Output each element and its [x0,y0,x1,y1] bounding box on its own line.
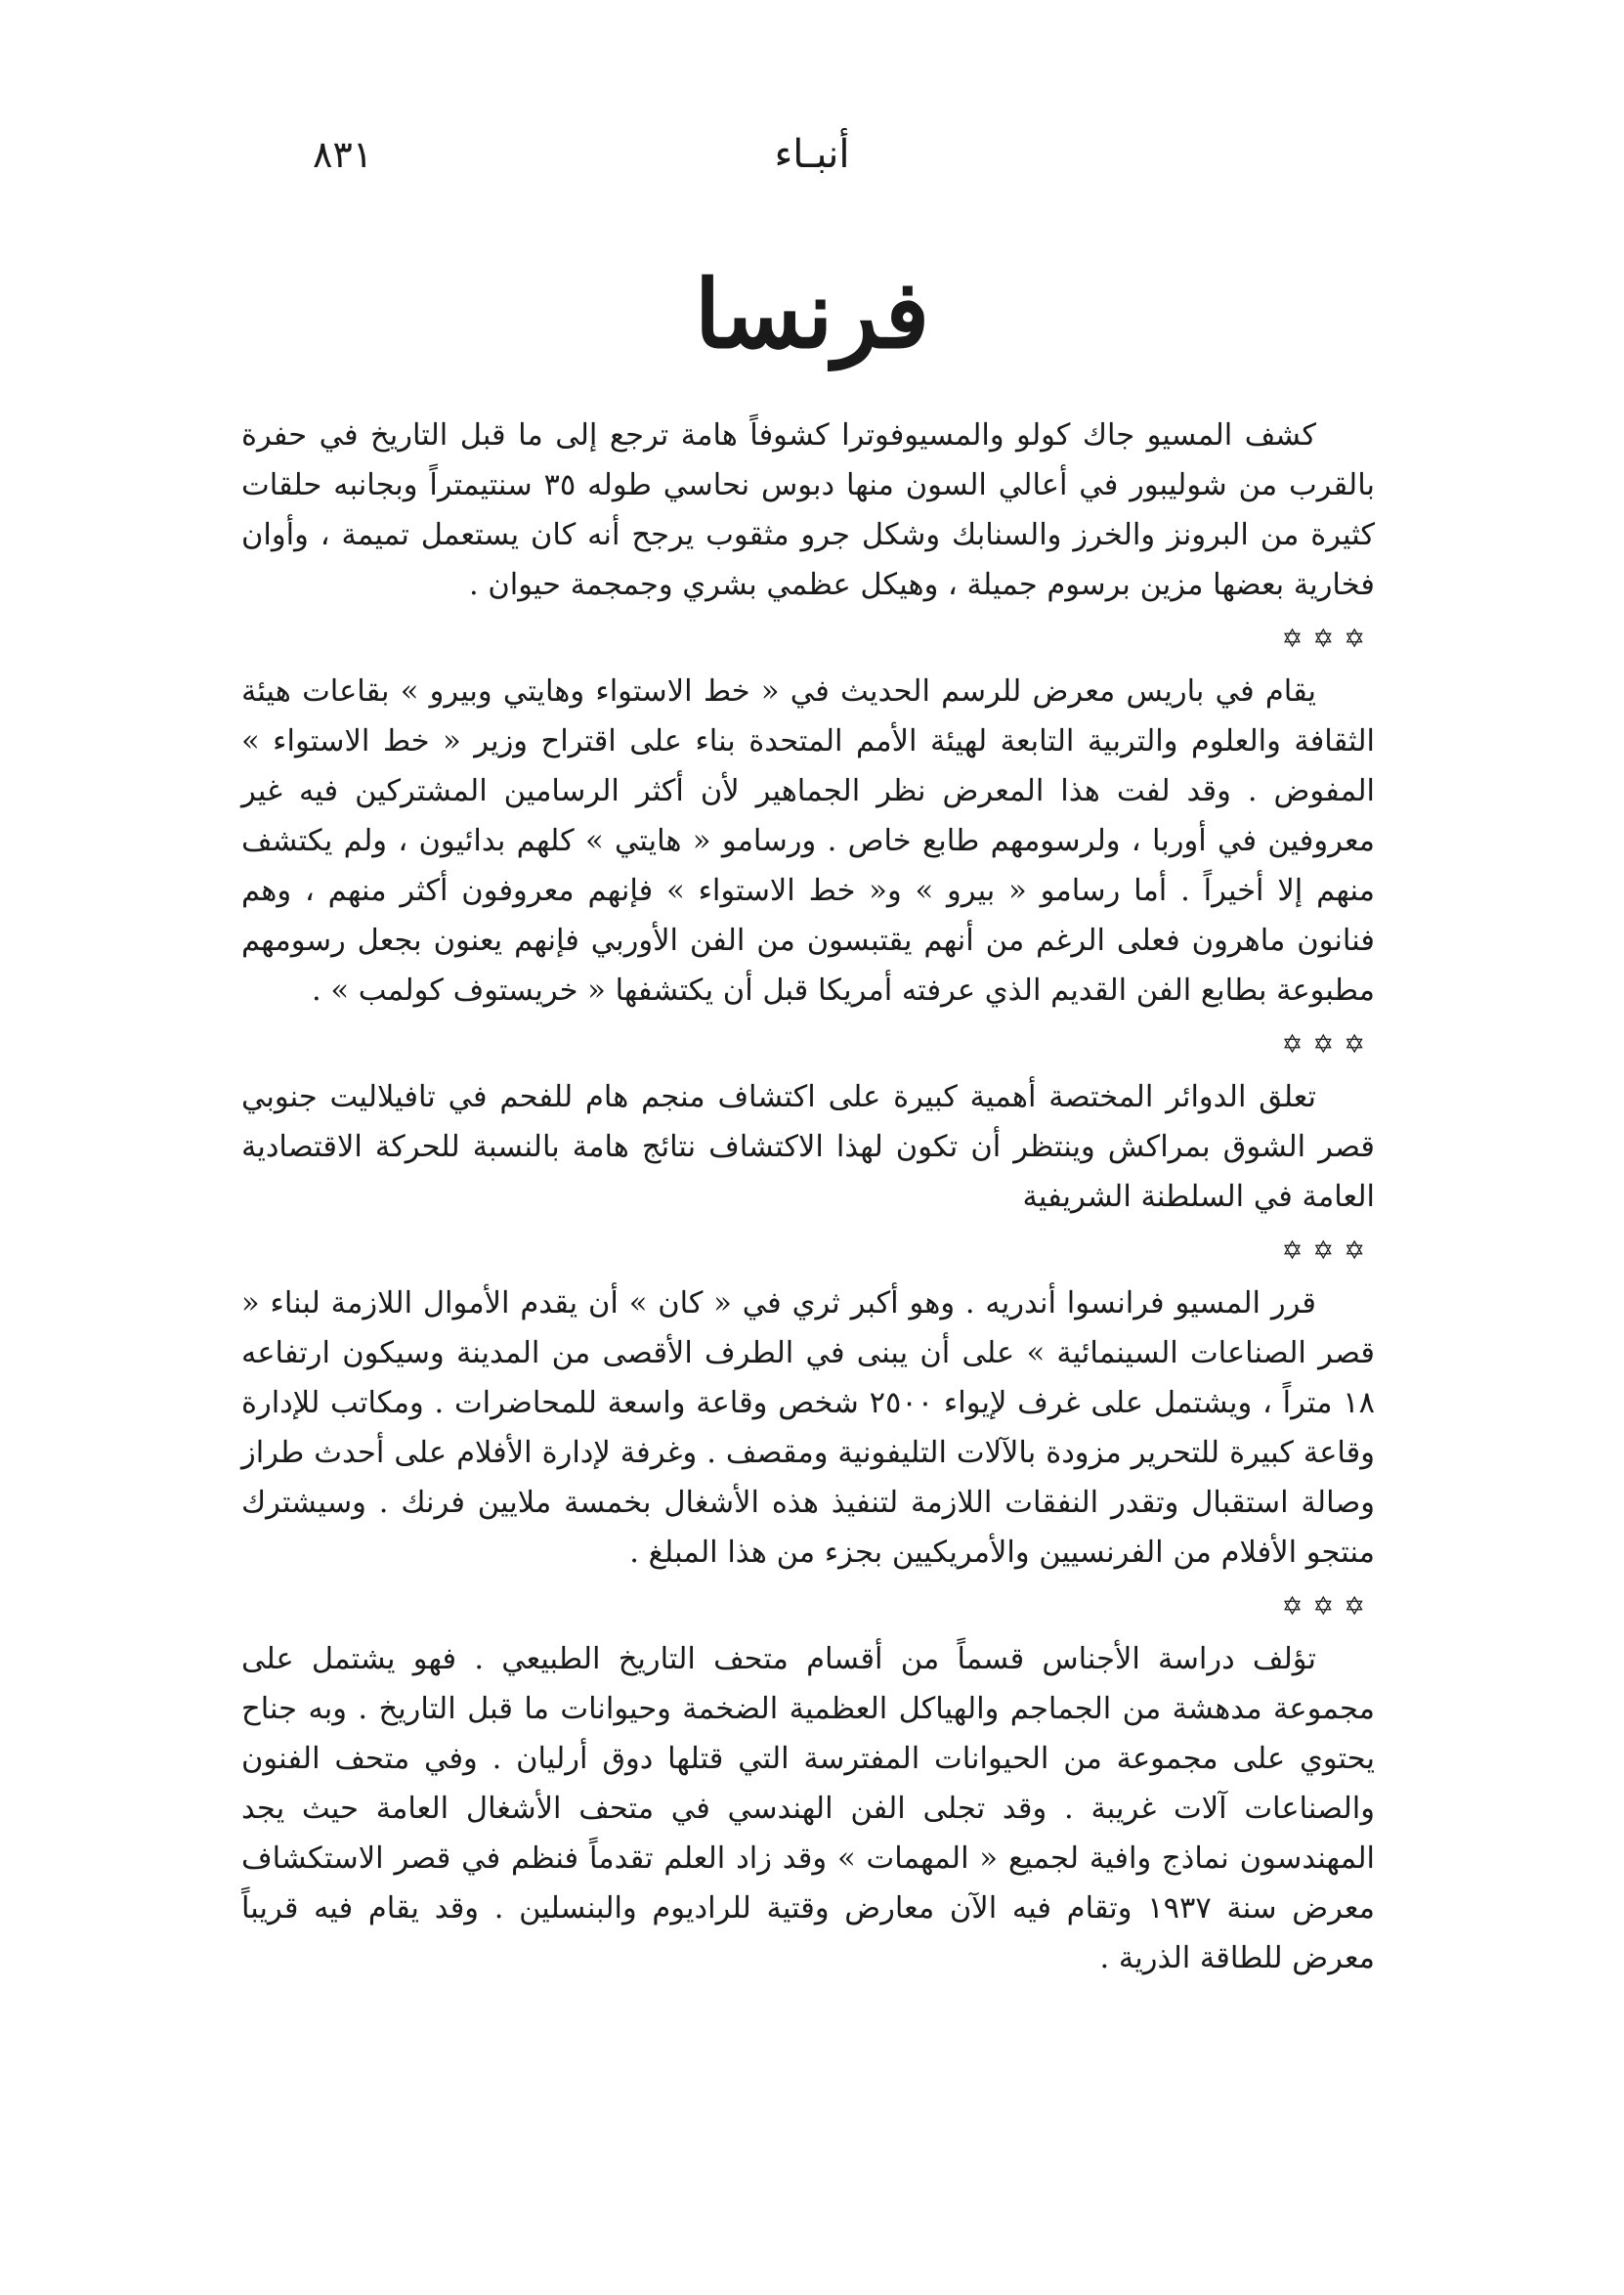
section-separator: ✡✡✡ [1281,1030,1375,1060]
paragraph-excavation: كشف المسيو جاك كولو والمسيوفوترا كشوفاً هامة ترجع إلى ما قبل التاريخ في حفرة بالقرب من شوليبور في أعالي السون منها دبوس نحاسي طوله ٣٥ سنتيمتراً وبجانبه حلقات كثيرة من البرونز والخرز والسنابك وشكل جرو مثقوب يرجح أنه كان يستعمل تميمة ، وأوان فخارية بعضها مزين برسوم جميلة ، وهيكل عظمي بشري وجمجمة حيوان . [241,418,1375,602]
section-separator: ✡✡✡ [1281,625,1375,654]
page-number: ٨٣١ [313,133,373,176]
running-header [264,125,1360,184]
section-separator: ✡✡✡ [1281,1592,1375,1622]
section-title: فرنسا [694,259,930,369]
paragraph-natural-history: تؤلف دراسة الأجناس قسماً من أقسام متحف التاريخ الطبيعي . فهو يشتمل على مجموعة مدهشة من الجماجم والهياكل العظمية الضخمة وحيوانات ما قبل التاريخ . وبه جناح يحتوي على مجموعة من الحيوانات المفترسة التي قتلها دوق أرليان . وفي متحف الفنون والصناعات آلات غريبة . وقد تجلى الفن الهندسي في متحف الأشغال العامة حيث يجد المهندسون نماذج وافية لجميع « المهمات » وقد زاد العلم تقدماً فنظم في قصر الاستكشاف معرض سنة ١٩٣٧ وتقام فيه الآن معارض وقتية للراديوم والبنسلين . وقد يقام فيه قريباً معرض للطاقة الذرية . [241,1642,1375,1975]
article-body [241,411,1375,1983]
section-separator: ✡✡✡ [1281,1236,1375,1266]
paragraph-coal-mine: تعلق الدوائر المختصة أهمية كبيرة على اكتشاف منجم هام للفحم في تافيلاليت جنوبي قصر الشوق بمراكش وينتظر أن تكون لهذا الاكتشاف نتائج هامة بالنسبة للحركة الاقتصادية العامة في السلطنة الشريفية [241,1080,1375,1214]
paragraph-paris-exhibition: يقام في باريس معرض للرسم الحديث في « خط الاستواء وهايتي وبيرو » بقاعات هيئة الثقافة والعلوم والتربية التابعة لهيئة الأمم المتحدة بناء على اقتراح وزير « خط الاستواء » المفوض . وقد لفت هذا المعرض نظر الجماهير لأن أكثر الرسامين المشتركين فيه غير معروفين في أوربا ، ولرسومهم طابع خاص . ورسامو « هايتي » كلهم بدائيون ، ولم يكتشف منهم إلا أخيراً . أما رسامو « بيرو » و« خط الاستواء » فإنهم معروفون أكثر منهم ، وهم فنانون ماهرون فعلى الرغم من أنهم يقتبسون من الفن الأوربي فإنهم يعنون بجعل رسومهم مطبوعة بطابع الفن القديم الذي عرفته أمريكا قبل أن يكتشفها « خريستوف كولمب » . [241,674,1375,1008]
paragraph-cinema-palace: قرر المسيو فرانسوا أندريه . وهو أكبر ثري في « كان » أن يقدم الأموال اللازمة لبناء « قصر الصناعات السينمائية » على أن يبنى في الطرف الأقصى من المدينة وسيكون ارتفاعه ١٨ متراً ، ويشتمل على غرف لإيواء ٢٥٠٠ شخص وقاعة واسعة للمحاضرات . ومكاتب للإدارة وقاعة كبيرة للتحرير مزودة بالآلات التليفونية ومقصف . وغرفة لإدارة الأفلام على أحدث طراز وصالة استقبال وتقدر النفقات اللازمة لتنفيذ هذه الأشغال بخمسة ملايين فرنك . وسيشترك منتجو الأفلام من الفرنسيين والأمريكيين بجزء من هذا المبلغ . [241,1286,1375,1570]
running-title: أنبـاء [774,132,850,177]
